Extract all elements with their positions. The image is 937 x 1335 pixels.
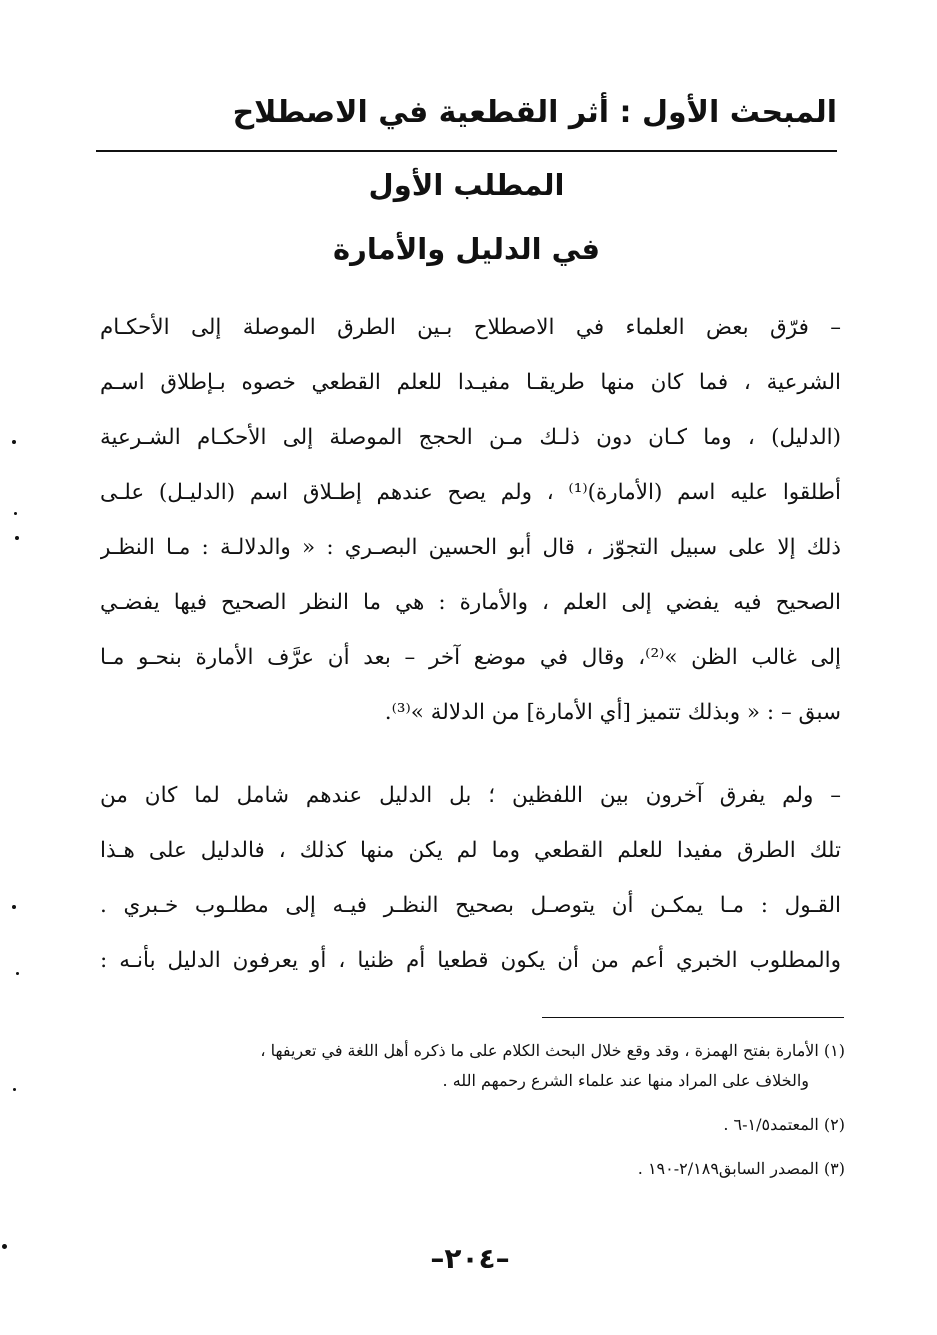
footnote-3: (٣) المصدر السابق٢/١٨٩-١٩٠ . (637, 1159, 845, 1178)
paragraph-line: الصحيح فيه يفضي إلى العلم ، والأمارة : هي ما النظر الصحيح فيها يفضـي (100, 590, 841, 615)
paragraph-line: سبق – : « وبذلك تتميز [أي الأمارة] من الدلالة »⁽³⁾. (384, 700, 841, 725)
scan-speck (15, 536, 19, 540)
paragraph-line: ذلك إلا على سبيل التجوّز ، قال أبو الحسين البصـري : « والدلالـة : مـا النظـر (100, 535, 841, 560)
scan-speck (13, 1088, 16, 1091)
paragraph-line: الشرعية ، فما كان منها طريقـا مفيـدا للعلم القطعي خصوه بـإطلاق اسـم (100, 370, 841, 395)
paragraph-line: – فرّق بعض العلماء في الاصطلاح بـين الطرق الموصلة إلى الأحكـام (100, 315, 841, 340)
paragraph-line: والمطلوب الخبري أعم من أن يكون قطعيا أم ظنيا ، أو يعرفون الدليل بأنـه : (100, 948, 841, 973)
page-number: –٢٠٤– (430, 1242, 510, 1275)
paragraph-line: أطلقوا عليه اسم (الأمارة)⁽¹⁾ ، ولم يصح عندهم إطـلاق اسم (الدليـل) علـى (100, 480, 841, 505)
footnote-1-continuation: والخلاف على المراد منها عند علماء الشرع رحمهم الله . (442, 1071, 809, 1090)
scan-speck (2, 1244, 7, 1249)
footnote-2: (٢) المعتمد١/٥-٦ . (723, 1115, 845, 1134)
paragraph-1 (100, 300, 841, 740)
footnote-divider (542, 1017, 844, 1018)
paragraph-line: تلك الطرق مفيدا للعلم القطعي وما لم يكن منها كذلك ، فالدليل على هـذا (100, 838, 841, 863)
scan-speck (14, 512, 17, 515)
header-divider (96, 150, 837, 152)
section-title: المطلب الأول (368, 168, 565, 202)
paragraph-line: القـول : مـا يمكـن أن يتوصـل بصحيح النظـر فيـه إلى مطلـوب خـبري . (100, 893, 841, 918)
footnote-1: (١) الأمارة بفتح الهمزة ، وقد وقع خلال البحث الكلام على ما ذكره أهل اللغة في تعريفها ، (260, 1041, 845, 1060)
scan-speck (16, 972, 19, 975)
paragraph-line: (الدليل) ، وما كـان دون ذلـك مـن الحجج الموصلة إلى الأحكـام الشـرعية (100, 425, 841, 450)
paragraph-line: – ولم يفرق آخرون بين اللفظين ؛ بل الدليل عندهم شامل لما كان من (100, 783, 841, 808)
scan-speck (12, 905, 16, 909)
footnotes (100, 1036, 845, 1184)
paragraph-line: إلى غالب الظن »⁽²⁾، وقال في موضع آخر – بعد أن عرَّف الأمارة بنحـو مـا (100, 645, 841, 670)
running-header: المبحث الأول : أثر القطعية في الاصطلاح (232, 95, 837, 130)
section-subtitle: في الدليل والأمارة (333, 232, 600, 266)
scan-speck (12, 440, 16, 444)
paragraph-2 (100, 768, 841, 988)
